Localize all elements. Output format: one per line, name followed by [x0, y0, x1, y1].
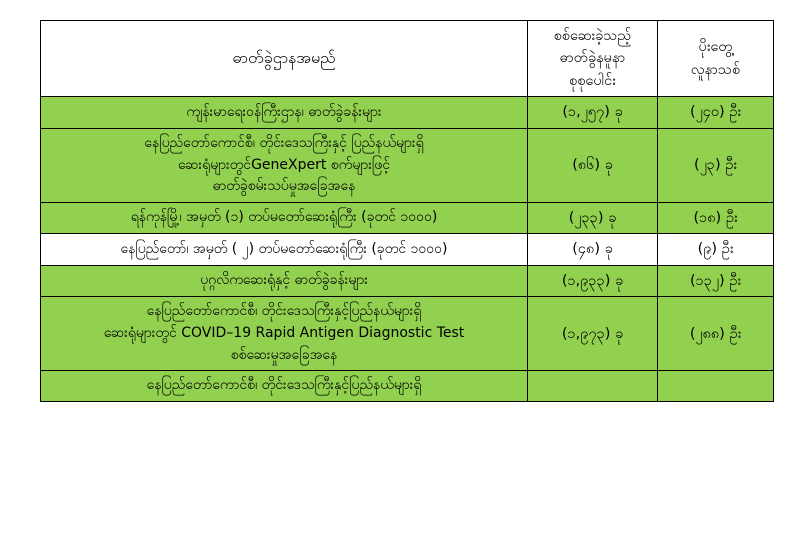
column-header-new-positive-line1: ပိုးတွေ့: [698, 39, 733, 56]
cell-new-positive: [658, 371, 774, 402]
cell-lab-name: [41, 97, 528, 128]
cell-lab-name-line: ပုဂ္ဂလိကဆေးရုံနှင့် ဓာတ်ခွဲခန်းများ: [200, 272, 368, 289]
cell-lab-name-line: ဆေးရုံများတွင်GeneXpert စက်များဖြင့်: [177, 156, 391, 173]
cell-lab-name-line: နေပြည်တော်၊ အမှတ် ( ၂) တပ်မတော်ဆေးရုံကြီး (ခုတင် ၁၀၀၀): [120, 240, 448, 257]
cell-samples-tested: (၄၈) ခု: [528, 234, 658, 265]
cell-samples-tested: (၁,၉၃၃) ခု: [528, 265, 658, 296]
cell-samples-tested: [528, 371, 658, 402]
cell-new-positive: (၂၄၀) ဦး: [658, 97, 774, 128]
column-header-samples-tested-line2: ဓာတ်ခွဲနမူနာ: [559, 50, 626, 67]
cell-lab-name: [41, 371, 528, 402]
cell-lab-name-line: ဓာတ်ခွဲစမ်းသပ်မှုအခြေအနေ: [212, 178, 356, 195]
column-header-new-positive: [658, 21, 774, 97]
cell-samples-tested: (၂၃၃) ခု: [528, 202, 658, 233]
cell-new-positive: (၉) ဦး: [658, 234, 774, 265]
cell-lab-name-line: စစ်ဆေးမှုအခြေအနေ: [230, 346, 338, 363]
column-header-new-positive-line2: လူနာသစ်: [690, 61, 741, 78]
table-body: [41, 97, 774, 402]
table-row: [41, 265, 774, 296]
cell-lab-name-line: နေပြည်တော်ကောင်စီ၊ တိုင်းဒေသကြီးနှင့် ပြည်နယ်များရှိ: [144, 134, 424, 151]
table-header-row: [41, 21, 774, 97]
cell-samples-tested: (၁,၉၇၃) ခု: [528, 297, 658, 371]
table-row: [41, 202, 774, 233]
cell-lab-name-line: နေပြည်တော်ကောင်စီ၊ တိုင်းဒေသကြီးနှင့်ပြည်နယ်များရှိ: [146, 303, 422, 320]
column-header-samples-tested-line1: စစ်ဆေးခဲ့သည့်: [553, 28, 632, 44]
column-header-lab-name: ဓာတ်ခွဲဌာနအမည်: [41, 21, 528, 97]
table-row: [41, 97, 774, 128]
lab-results-table: [40, 20, 774, 402]
table-row: [41, 371, 774, 402]
table-header: [41, 21, 774, 97]
cell-new-positive: (၂၃) ဦး: [658, 128, 774, 202]
cell-lab-name: [41, 234, 528, 265]
cell-lab-name-line: ရန်ကုန်မြို့၊ အမှတ် (၁) တပ်မတော်ဆေးရုံကြီး (ခုတင် ၁၀၀၀): [130, 209, 438, 226]
cell-samples-tested: (၁,၂၅၇) ခု: [528, 97, 658, 128]
cell-new-positive: (၂၈၈) ဦး: [658, 297, 774, 371]
cell-new-positive: (၁၈) ဦး: [658, 202, 774, 233]
lab-results-table-container: [40, 20, 773, 402]
cell-samples-tested: (၈၆) ခု: [528, 128, 658, 202]
column-header-samples-tested: [528, 21, 658, 97]
cell-lab-name: [41, 297, 528, 371]
cell-lab-name: [41, 202, 528, 233]
cell-lab-name-line: နေပြည်တော်ကောင်စီ၊ တိုင်းဒေသကြီးနှင့်ပြည်နယ်များရှိ: [146, 377, 422, 394]
cell-lab-name: [41, 128, 528, 202]
table-row: [41, 297, 774, 371]
cell-new-positive: (၁၃၂) ဦး: [658, 265, 774, 296]
cell-lab-name-line: ကျန်းမာရေးဝန်ကြီးဌာန၊ ဓာတ်ခွဲခန်းများ: [186, 103, 382, 120]
column-header-samples-tested-line3: စုစုပေါင်း: [569, 72, 616, 89]
table-row: [41, 234, 774, 265]
cell-lab-name-line: ဆေးရုံများတွင် COVID–19 Rapid Antigen Diagnostic Test: [103, 325, 465, 342]
cell-lab-name: [41, 265, 528, 296]
table-row: [41, 128, 774, 202]
